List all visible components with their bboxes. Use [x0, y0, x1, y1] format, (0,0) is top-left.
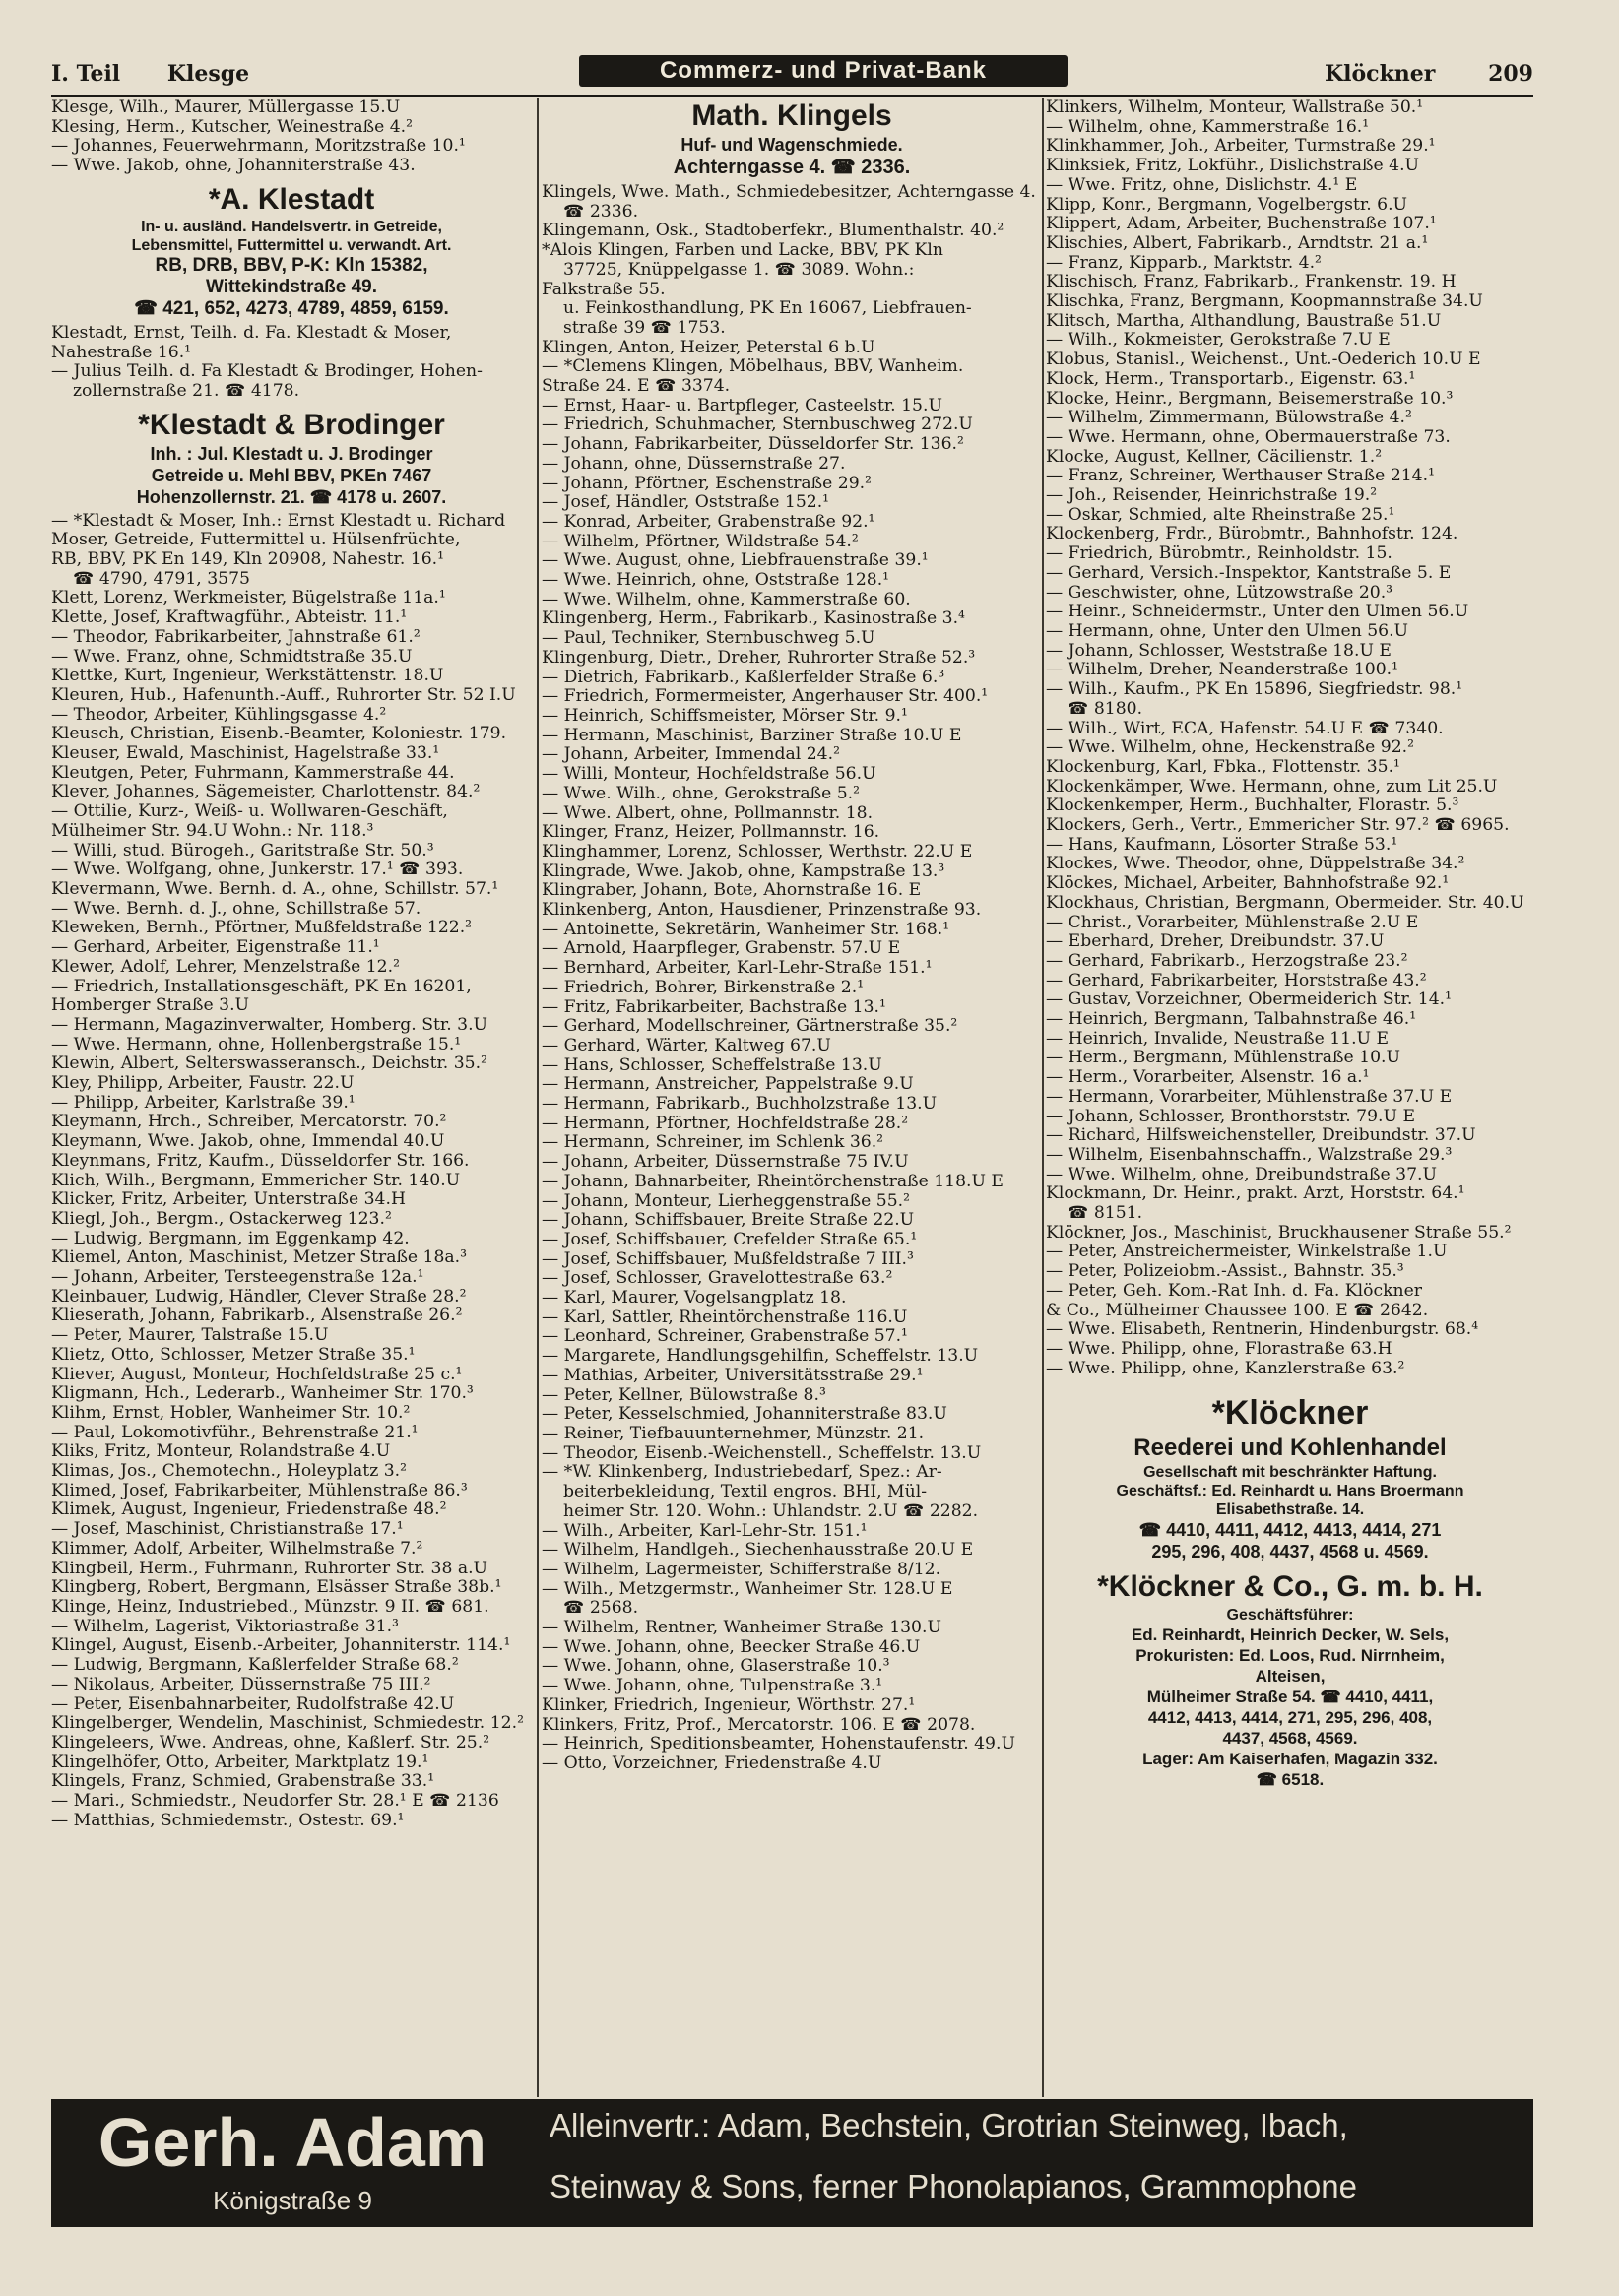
directory-entry: Klockenkemper, Herm., Buchhalter, Florastr. 5.³	[1046, 797, 1459, 816]
column-2	[542, 98, 1042, 2097]
directory-entry: — Wilhelm, Rentner, Wanheimer Straße 130.U	[542, 1619, 941, 1638]
directory-entry: — Willi, Monteur, Hochfeldstraße 56.U	[542, 765, 876, 785]
directory-entry: — Wwe. Wilhelm, ohne, Heckenstraße 92.²	[1046, 738, 1415, 758]
directory-entry: — Herm., Vorarbeiter, Alsenstr. 16 a.¹	[1046, 1068, 1370, 1088]
advert-line: Inh. : Jul. Klestadt u. J. Brodinger	[150, 443, 433, 464]
directory-entry: — Gerhard, Fabrikarb., Herzogstraße 23.²	[1046, 951, 1408, 971]
directory-entry: Klischka, Franz, Bergmann, Koopmannstraße 34.U	[1046, 292, 1483, 312]
part-label: I. Teil	[51, 61, 121, 87]
directory-entry: — Johann, Schiffsbauer, Breite Straße 22.U	[542, 1211, 915, 1231]
directory-entry: — *W. Klinkenberg, Industriebedarf, Spez.: Ar-	[542, 1463, 942, 1483]
column-1	[51, 98, 532, 2097]
directory-entry: Klingbeil, Herm., Fuhrmann, Ruhrorter Str. 38 a.U	[51, 1559, 488, 1578]
directory-entry: straße 39 ☎ 1753.	[563, 318, 726, 338]
advert-name: *Klöckner & Co., G. m. b. H.	[1097, 1570, 1483, 1604]
directory-entry: Moser, Getreide, Futtermittel u. Hülsenfrüchte,	[51, 531, 461, 550]
directory-entry: — Wwe. Elisabeth, Rentnerin, Hindenburgstr. 68.⁴	[1046, 1320, 1479, 1340]
directory-entry: — Hermann, Anstreicher, Pappelstraße 9.U	[542, 1075, 914, 1095]
directory-entry: — Peter, Eisenbahnarbeiter, Rudolfstraße 42.U	[51, 1694, 455, 1714]
directory-entry: RB, BBV, PK En 149, Kln 20908, Nahestr. 16.¹	[51, 550, 444, 570]
footer-street: Königstraße 9	[213, 2186, 372, 2215]
directory-entry: Klinger, Franz, Heizer, Pollmannstr. 16.	[542, 823, 880, 843]
advert-line: 295, 296, 408, 4437, 4568 u. 4569.	[1151, 1542, 1429, 1563]
directory-entry: Klingenberg, Herm., Fabrikarb., Kasinostraße 3.⁴	[542, 609, 965, 629]
advert-line: Wittekindstraße 49.	[205, 276, 378, 297]
footer-advert	[51, 2099, 1533, 2227]
directory-entry: — Hans, Kaufmann, Lösorter Straße 53.¹	[1046, 835, 1398, 855]
page-header	[51, 55, 1533, 97]
directory-entry: — Friedrich, Bürobmtr., Reinholdstr. 15.	[1046, 544, 1392, 564]
directory-entry: — Arnold, Haarpfleger, Grabenstr. 57.U E	[542, 939, 901, 959]
column-divider	[1042, 98, 1044, 2097]
advert-line: Huf- und Wagenschmiede.	[680, 135, 903, 155]
directory-entry: Klockhaus, Christian, Bergmann, Obermeider. Str. 40.U	[1046, 893, 1524, 913]
directory-entry: — Heinrich, Speditionsbeamter, Hohenstaufenstr. 49.U	[542, 1735, 1015, 1754]
directory-entry: Klöckes, Michael, Arbeiter, Bahnhofstraße 92.¹	[1046, 874, 1450, 894]
directory-entry: Klinge, Heinz, Industriebed., Münzstr. 9 II. ☎ 681.	[51, 1598, 489, 1617]
directory-entry: — Johann, Arbeiter, Düssernstraße 75 IV.U	[542, 1153, 909, 1173]
directory-entry: — Karl, Maurer, Vogelsangplatz 18.	[542, 1289, 847, 1308]
directory-entry: Kliever, August, Monteur, Hochfeldstraße 25 c.¹	[51, 1365, 463, 1384]
directory-entry: — Johann, Schlosser, Weststraße 18.U E	[1046, 641, 1392, 661]
directory-entry: — Johann, Arbeiter, Immendal 24.²	[542, 745, 840, 765]
directory-entry: — Ludwig, Bergmann, im Eggenkamp 42.	[51, 1229, 410, 1248]
directory-entry: Klewin, Albert, Selterswasseransch., Deichstr. 35.²	[51, 1054, 487, 1074]
directory-entry: Klich, Wilh., Bergmann, Emmericher Str. 140.U	[51, 1171, 461, 1190]
directory-entry: — Joh., Reisender, Heinrichstraße 19.²	[1046, 486, 1378, 506]
advert-line: Gesellschaft mit beschränkter Haftung.	[1143, 1464, 1437, 1482]
directory-entry: ☎ 2568.	[563, 1599, 639, 1619]
advert-line: RB, DRB, BBV, P-K: Kln 15382,	[155, 254, 428, 276]
directory-entry: — Wilhelm, Pförtner, Wildstraße 54.²	[542, 532, 859, 551]
entry-list	[51, 98, 532, 176]
directory-entry: — Dietrich, Fabrikarb., Kaßlerfelder Straße 6.³	[542, 668, 945, 687]
directory-entry: — Fritz, Fabrikarbeiter, Bachstraße 13.¹	[542, 997, 886, 1017]
directory-entry: — Wilhelm, Lagerist, Viktoriastraße 31.³	[51, 1617, 399, 1636]
directory-entry: Klinkenberg, Anton, Hausdiener, Prinzenstraße 93.	[542, 901, 982, 921]
directory-entry: — Wilhelm, Handlgeh., Siechenhausstraße 20.U E	[542, 1541, 974, 1561]
advert-klestadt	[51, 182, 532, 320]
directory-entry: — Herm., Bergmann, Mühlenstraße 10.U	[1046, 1049, 1400, 1068]
directory-entry: — Friedrich, Bohrer, Birkenstraße 2.¹	[542, 978, 865, 997]
directory-entry: — Wilhelm, Dreher, Neanderstraße 100.¹	[1046, 661, 1399, 680]
directory-entry: Klimek, August, Ingenieur, Friedenstraße 48.²	[51, 1500, 447, 1520]
directory-entry: — Antoinette, Sekretärin, Wanheimer Str. 168.¹	[542, 920, 950, 939]
directory-entry: Klock, Herm., Transportarb., Eigenstr. 63.¹	[1046, 369, 1416, 389]
advert-line: ☎ 4410, 4411, 4412, 4413, 4414, 271	[1138, 1520, 1442, 1541]
advert-math-klingels	[542, 98, 1042, 179]
directory-entry: ☎ 8180.	[1068, 699, 1143, 719]
advert-line: ☎ 6518.	[1256, 1770, 1325, 1790]
entry-list	[542, 183, 1042, 1774]
directory-entry: ☎ 8151.	[1068, 1204, 1143, 1224]
directory-entry: — Johann, Schlosser, Bronthorststr. 79.U E	[1046, 1107, 1415, 1126]
advert-line: Getreide u. Mehl BBV, PKEn 7467	[151, 465, 432, 485]
entry-list	[51, 512, 532, 1831]
directory-entry: — Wwe. Bernh. d. J., ohne, Schillstraße 57.	[51, 899, 421, 919]
directory-entry: — Wwe. Fritz, ohne, Dislichstr. 4.¹ E	[1046, 175, 1358, 195]
advert-line: In- u. ausländ. Handelsvertr. in Getreide,	[141, 218, 442, 235]
directory-entry: Klestadt, Ernst, Teilh. d. Fa. Klestadt & Moser,	[51, 323, 452, 343]
directory-entry: — Geschwister, ohne, Lützowstraße 20.³	[1046, 583, 1393, 603]
directory-entry: Klinkers, Wilhelm, Monteur, Wallstraße 50.¹	[1046, 98, 1424, 117]
directory-entry: — *Clemens Klingen, Möbelhaus, BBV, Wanheim.	[542, 357, 964, 377]
directory-entry: Falkstraße 55.	[542, 280, 666, 299]
directory-entry: Kleweken, Bernh., Pförtner, Mußfeldstraße 122.²	[51, 919, 473, 938]
directory-entry: Klockmann, Dr. Heinr., prakt. Arzt, Horststr. 64.¹	[1046, 1184, 1465, 1204]
directory-entry: Klockes, Wwe. Theodor, ohne, Düppelstraße 34.²	[1046, 855, 1465, 874]
footer-brand	[51, 2099, 534, 2227]
entry-list	[1046, 98, 1534, 1378]
advert-name: Math. Klingels	[691, 99, 892, 132]
advert-line: Lager: Am Kaiserhafen, Magazin 332.	[1142, 1750, 1438, 1769]
directory-entry: — Johann, Arbeiter, Tersteegenstraße 12a.¹	[51, 1268, 424, 1288]
advert-kloeckner-co	[1046, 1568, 1534, 1790]
first-entry-word: Klesge	[166, 61, 250, 87]
directory-entry: — Johannes, Feuerwehrmann, Moritzstraße 10.¹	[51, 137, 466, 157]
directory-entry: Nahestraße 16.¹	[51, 343, 192, 362]
directory-entry: — Heinrich, Bergmann, Talbahnstraße 46.¹	[1046, 1010, 1417, 1030]
directory-entry: Klimed, Josef, Fabrikarbeiter, Mühlenstraße 86.³	[51, 1481, 468, 1500]
directory-entry: — Gerhard, Versich.-Inspektor, Kantstraße 5. E	[1046, 563, 1452, 583]
directory-entry: Klingen, Anton, Heizer, Peterstal 6 b.U	[542, 338, 875, 357]
directory-entry: — Wwe. Wolfgang, ohne, Junkerstr. 17.¹ ☎ 393.	[51, 861, 464, 880]
directory-entry: — Ernst, Haar- u. Bartpfleger, Casteelstr. 15.U	[542, 396, 942, 415]
directory-entry: — Mathias, Arbeiter, Universitätsstraße 29.¹	[542, 1366, 924, 1385]
directory-entry: — Heinrich, Schiffsmeister, Mörser Str. 9.¹	[542, 706, 908, 726]
directory-entry: Klieserath, Johann, Fabrikarb., Alsenstraße 26.²	[51, 1307, 463, 1326]
directory-entry: — Wilhelm, ohne, Kammerstraße 16.¹	[1046, 117, 1370, 137]
directory-entry: Klippert, Adam, Arbeiter, Buchenstraße 107.¹	[1046, 215, 1437, 234]
directory-entry: 37725, Knüppelgasse 1. ☎ 3089. Wohn.:	[563, 260, 915, 280]
entry-list	[51, 324, 532, 402]
directory-entry: — Heinr., Schneidermstr., Unter den Ulmen 56.U	[1046, 603, 1469, 622]
directory-entry: — Hermann, Vorarbeiter, Mühlenstraße 37.U E	[1046, 1087, 1453, 1107]
directory-entry: — Peter, Polizeiobm.-Assist., Bahnstr. 35.³	[1046, 1262, 1404, 1282]
directory-entry: Klipp, Konr., Bergmann, Vogelbergstr. 6.U	[1046, 195, 1408, 215]
footer-company-name: Gerh. Adam	[97, 2104, 487, 2181]
directory-entry: — Josef, Maschinist, Christianstraße 17.¹	[51, 1520, 404, 1540]
directory-entry: — Reiner, Tiefbauunternehmer, Münzstr. 21.	[542, 1425, 925, 1443]
directory-entry: — Oskar, Schmied, alte Rheinstraße 25.¹	[1046, 505, 1395, 525]
directory-entry: — Josef, Schiffsbauer, Mußfeldstraße 7 III.³	[542, 1249, 914, 1269]
directory-entry: Kliks, Fritz, Monteur, Rolandstraße 4.U	[51, 1442, 391, 1462]
directory-entry: Klockers, Gerh., Vertr., Emmericher Str. 97.² ☎ 6965.	[1046, 816, 1510, 836]
directory-entry: — Mari., Schmiedstr., Neudorfer Str. 28.¹ E ☎ 2136	[51, 1792, 499, 1812]
directory-entry: — Wwe. Hermann, ohne, Hollenbergstraße 15.¹	[51, 1035, 462, 1054]
directory-entry: ☎ 2336.	[563, 202, 639, 222]
directory-entry: — Wwe. August, ohne, Liebfrauenstraße 39.¹	[542, 551, 929, 571]
directory-entry: — Josef, Schlosser, Gravelottestraße 63.²	[542, 1269, 893, 1289]
directory-entry: — Johann, Bahnarbeiter, Rheintörchenstraße 118.U E	[542, 1172, 1004, 1191]
directory-entry: — Friedrich, Schuhmacher, Sternbuschweg 272.U	[542, 415, 973, 435]
last-entry-word: Klöckner	[1325, 61, 1436, 87]
directory-entry: — Johann, Fabrikarbeiter, Düsseldorfer Str. 136.²	[542, 435, 964, 455]
directory-entry: — Theodor, Fabrikarbeiter, Jahnstraße 61.²	[51, 627, 421, 647]
directory-entry: — Wilh., Kaufm., PK En 15896, Siegfriedstr. 98.¹	[1046, 680, 1463, 700]
directory-entry: — Richard, Hilfsweichensteller, Dreibundstr. 37.U	[1046, 1126, 1476, 1146]
directory-entry: Kleinbauer, Ludwig, Händler, Clever Straße 28.²	[51, 1287, 467, 1307]
directory-entry: Kliemel, Anton, Maschinist, Metzer Straße 18a.³	[51, 1248, 468, 1268]
directory-entry: Klette, Josef, Kraftwagführ., Abteistr. 11.¹	[51, 608, 408, 628]
directory-entry: Klevermann, Wwe. Bernh. d. A., ohne, Schillstr. 57.¹	[51, 879, 499, 899]
directory-entry: Klocke, Heinr., Bergmann, Beisemerstraße 10.³	[1046, 389, 1454, 409]
directory-entry: Klinker, Friedrich, Ingenieur, Wörthstr. 27.¹	[542, 1695, 916, 1715]
footer-line: Alleinvertr.: Adam, Bechstein, Grotrian Steinweg, Ibach,	[550, 2107, 1348, 2143]
directory-entry: — Wilhelm, Eisenbahnschaffn., Walzstraße 29.³	[1046, 1145, 1453, 1165]
directory-entry: — Johann, ohne, Düssernstraße 27.	[542, 454, 846, 474]
advert-line: Alteisen,	[1255, 1667, 1326, 1687]
directory-entry: — Johann, Monteur, Lierheggenstraße 55.²	[542, 1191, 911, 1211]
directory-entry: Klockenberg, Frdr., Bürobmtr., Bahnhofstr. 124.	[1046, 525, 1458, 544]
directory-entry: — Heinrich, Invalide, Neustraße 11.U E	[1046, 1029, 1390, 1049]
advert-name: *A. Klestadt	[208, 182, 375, 216]
directory-entry: Klockenburg, Karl, Fbka., Flottenstr. 35.¹	[1046, 757, 1400, 777]
directory-entry: — Peter, Kellner, Bülowstraße 8.³	[542, 1385, 826, 1405]
advert-line: Geschäftsf.: Ed. Reinhardt u. Hans Broermann	[1116, 1483, 1464, 1500]
directory-entry: *Alois Klingen, Farben und Lacke, BBV, PK Kln	[542, 241, 943, 261]
directory-entry: — Paul, Techniker, Sternbuschweg 5.U	[542, 629, 875, 649]
directory-entry: — Wwe. Johann, ohne, Tulpenstraße 3.¹	[542, 1677, 883, 1696]
directory-entry: — Franz, Kipparb., Marktstr. 4.²	[1046, 253, 1322, 273]
directory-entry: Klitsch, Martha, Althandlung, Baustraße 51.U	[1046, 311, 1442, 331]
directory-entry: — Wilh., Kokmeister, Gerokstraße 7.U E	[1046, 331, 1391, 351]
directory-entry: — Wwe. Wilhelm, ohne, Kammerstraße 60.	[542, 590, 911, 609]
directory-entry: Kleynmans, Fritz, Kaufm., Düsseldorfer Str. 166.	[51, 1151, 470, 1171]
advert-line: Reederei und Kohlenhandel	[1133, 1435, 1447, 1462]
directory-entry: — Konrad, Arbeiter, Grabenstraße 92.¹	[542, 512, 875, 532]
footer-line: Steinway & Sons, ferner Phonolapianos, Grammophone	[550, 2168, 1357, 2204]
directory-entry: Kley, Philipp, Arbeiter, Faustr. 22.U	[51, 1074, 355, 1094]
directory-entry: Klinkers, Fritz, Prof., Mercatorstr. 106. E ☎ 2078.	[542, 1715, 976, 1735]
directory-entry: heimer Str. 120. Wohn.: Uhlandstr. 2.U ☎ 2282.	[563, 1501, 979, 1521]
directory-entry: Klingraber, Johann, Bote, Ahornstraße 16. E	[542, 881, 922, 901]
column-divider	[537, 98, 539, 2097]
directory-entry: Mülheimer Str. 94.U Wohn.: Nr. 118.³	[51, 821, 374, 841]
directory-entry: — Theodor, Arbeiter, Kühlingsgasse 4.²	[51, 705, 387, 725]
header-left	[51, 61, 289, 87]
directory-entry: — Josef, Schiffsbauer, Crefelder Straße 65.¹	[542, 1230, 918, 1249]
directory-entry: — Matthias, Schmiedemstr., Ostestr. 69.¹	[51, 1811, 405, 1830]
directory-entry: Klewer, Adolf, Lehrer, Menzelstraße 12.²	[51, 957, 400, 977]
advert-line: ☎ 421, 652, 4273, 4789, 4859, 6159.	[134, 297, 449, 319]
directory-entry: Kleymann, Wwe. Jakob, ohne, Immendal 40.U	[51, 1132, 445, 1152]
directory-entry: — Josef, Händler, Oststraße 152.¹	[542, 493, 830, 513]
directory-entry: Klocke, August, Kellner, Cäcilienstr. 1.²	[1046, 447, 1383, 467]
directory-entry: Klingeleers, Wwe. Andreas, ohne, Kaßlerf. Str. 25.²	[51, 1733, 490, 1753]
directory-entry: Klingels, Wwe. Math., Schmiedebesitzer, Achterngasse 4.	[542, 183, 1036, 202]
bank-banner: Commerz- und Privat-Bank	[579, 55, 1068, 87]
directory-entry: — Wwe. Albert, ohne, Pollmannstr. 18.	[542, 803, 874, 823]
advert-line: Lebensmittel, Futtermittel u. verwandt. Art.	[131, 236, 452, 254]
directory-entry: — Wwe. Johann, ohne, Glaserstraße 10.³	[542, 1657, 890, 1677]
directory-entry: — Ottilie, Kurz-, Weiß- u. Wollwaren-Geschäft,	[51, 802, 448, 822]
directory-entry: Klockenkämper, Wwe. Hermann, ohne, zum Lit 25.U	[1046, 777, 1498, 797]
advert-line: Hohenzollernstr. 21. ☎ 4178 u. 2607.	[136, 486, 447, 507]
directory-entry: Klinkhammer, Joh., Arbeiter, Turmstraße 29.¹	[1046, 137, 1436, 157]
directory-entry: — Wwe. Wilhelm, ohne, Dreibundstraße 37.U	[1046, 1165, 1437, 1184]
directory-entry: Klimas, Jos., Chemotechn., Holeyplatz 3.²	[51, 1462, 408, 1482]
advert-line: Prokuristen: Ed. Loos, Rud. Nirrnheim,	[1135, 1646, 1445, 1666]
directory-entry: Kleuren, Hub., Hafenunth.-Auff., Ruhrorter Str. 52 I.U	[51, 685, 516, 705]
directory-entry: — Friedrich, Formermeister, Angerhauser Str. 400.¹	[542, 687, 989, 707]
column-3	[1046, 98, 1534, 2097]
directory-entry: beiterbekleidung, Textil engros. BHI, Mül-	[563, 1483, 928, 1502]
directory-entry: Kligmann, Hch., Lederarb., Wanheimer Str. 170.³	[51, 1384, 474, 1404]
directory-entry: Klöckner, Jos., Maschinist, Bruckhausener Straße 55.²	[1046, 1223, 1512, 1243]
directory-entry: Klingemann, Osk., Stadtoberfekr., Blumenthalstr. 40.²	[542, 222, 1004, 241]
directory-entry: Klimmer, Adolf, Arbeiter, Wilhelmstraße 7.²	[51, 1539, 423, 1559]
directory-entry: Klingels, Franz, Schmied, Grabenstraße 33.¹	[51, 1772, 435, 1792]
directory-entry: Klettke, Kurt, Ingenieur, Werkstättenstr. 18.U	[51, 667, 444, 686]
directory-entry: — Wwe. Jakob, ohne, Johanniterstraße 43.	[51, 157, 416, 176]
directory-entry: Klever, Johannes, Sägemeister, Charlottenstr. 84.²	[51, 783, 481, 802]
advert-line: 4412, 4413, 4414, 271, 295, 296, 408,	[1147, 1708, 1433, 1728]
directory-entry: — Hermann, Schreiner, im Schlenk 36.²	[542, 1133, 884, 1153]
directory-entry: Klischisch, Franz, Fabrikarb., Frankenstr. 19. H	[1046, 273, 1457, 292]
directory-entry: Kliegl, Joh., Bergm., Ostackerweg 123.²	[51, 1209, 392, 1229]
directory-entry: — Julius Teilh. d. Fa Klestadt & Brodinger, Hohen-	[51, 362, 483, 382]
directory-entry: ☎ 4790, 4791, 3575	[73, 569, 250, 589]
directory-entry: — Otto, Vorzeichner, Friedenstraße 4.U	[542, 1754, 882, 1773]
directory-entry: Klesge, Wilh., Maurer, Müllergasse 15.U	[51, 98, 401, 117]
directory-entry: Klinghammer, Lorenz, Schlosser, Werthstr. 22.U E	[542, 842, 973, 861]
directory-entry: — Gustav, Vorzeichner, Obermeiderich Str. 14.¹	[1046, 990, 1452, 1010]
directory-entry: — Leonhard, Schreiner, Grabenstraße 57.¹	[542, 1327, 908, 1347]
directory-entry: — Hermann, Magazinverwalter, Homberg. Str. 3.U	[51, 1015, 488, 1035]
directory-entry: — Gerhard, Modellschreiner, Gärtnerstraße 35.²	[542, 1017, 958, 1037]
advert-name: *Klestadt & Brodinger	[138, 408, 445, 441]
directory-entry: — Wwe. Heinrich, ohne, Oststraße 128.¹	[542, 571, 890, 591]
footer-brands	[540, 2099, 1533, 2227]
directory-entry: — Gerhard, Arbeiter, Eigenstraße 11.¹	[51, 938, 380, 958]
advert-line: Geschäftsführer:	[1226, 1607, 1354, 1625]
directory-entry: Kleutgen, Peter, Fuhrmann, Kammerstraße 44.	[51, 763, 455, 783]
directory-entry: Klingelhöfer, Otto, Arbeiter, Marktplatz 19.¹	[51, 1753, 429, 1772]
advert-line: Achterngasse 4. ☎ 2336.	[673, 157, 911, 178]
directory-entry: Kleymann, Hrch., Schreiber, Mercatorstr. 70.²	[51, 1113, 447, 1132]
directory-entry: — Franz, Schreiner, Werthauser Straße 214.¹	[1046, 467, 1435, 486]
advert-kloeckner-reederei	[1046, 1392, 1534, 1563]
directory-entry: — Wwe. Philipp, ohne, Florastraße 63.H	[1046, 1340, 1392, 1359]
directory-entry: — Hermann, Maschinist, Barziner Straße 10.U E	[542, 726, 962, 745]
advert-line: Ed. Reinhardt, Heinrich Decker, W. Sels,	[1131, 1626, 1450, 1645]
directory-entry: — Wwe. Franz, ohne, Schmidtstraße 35.U	[51, 647, 413, 667]
header-right	[1279, 61, 1533, 87]
directory-entry: — Wilhelm, Zimmermann, Bülowstraße 4.²	[1046, 409, 1412, 428]
directory-entry: Klingenburg, Dietr., Dreher, Ruhrorter Straße 52.³	[542, 648, 976, 668]
directory-entry: Klihm, Ernst, Hobler, Wanheimer Str. 10.²	[51, 1403, 411, 1423]
directory-entry: — Gerhard, Fabrikarbeiter, Horststraße 43.²	[1046, 971, 1427, 990]
directory-entry: — Eberhard, Dreher, Dreibundstr. 37.U	[1046, 932, 1385, 952]
directory-entry: — Bernhard, Arbeiter, Karl-Lehr-Straße 151.¹	[542, 959, 933, 979]
directory-entry: — Peter, Geh. Kom.-Rat Inh. d. Fa. Klöckner	[1046, 1281, 1422, 1301]
directory-entry: u. Feinkosthandlung, PK En 16067, Liebfrauen-	[563, 299, 972, 319]
directory-entry: — Wilh., Wirt, ECA, Hafenstr. 54.U E ☎ 7340.	[1046, 719, 1444, 738]
directory-entry: — Gerhard, Wärter, Kaltweg 67.U	[542, 1036, 831, 1055]
directory-entry: Klobus, Stanisl., Weichenst., Unt.-Oederich 10.U E	[1046, 351, 1481, 370]
directory-entry: — Ludwig, Bergmann, Kaßlerfelder Straße 68.²	[51, 1656, 459, 1676]
directory-entry: — Philipp, Arbeiter, Karlstraße 39.¹	[51, 1093, 356, 1113]
directory-entry: — Hermann, ohne, Unter den Ulmen 56.U	[1046, 621, 1409, 641]
directory-entry: Klingrade, Wwe. Jakob, ohne, Kampstraße 13.³	[542, 861, 945, 881]
directory-entry: — Hermann, Pförtner, Hochfeldstraße 28.²	[542, 1114, 909, 1133]
directory-entry: Kleusch, Christian, Eisenb.-Beamter, Koloniestr. 179.	[51, 725, 507, 744]
directory-entry: zollernstraße 21. ☎ 4178.	[73, 381, 300, 401]
directory-entry: Homberger Straße 3.U	[51, 996, 250, 1016]
directory-entry: — Wilh., Metzgermstr., Wanheimer Str. 128.U E	[542, 1579, 953, 1599]
directory-entry: Klett, Lorenz, Werkmeister, Bügelstraße 11a.¹	[51, 589, 446, 608]
directory-entry: — *Klestadt & Moser, Inh.: Ernst Klestadt u. Richard	[51, 511, 506, 531]
directory-entry: & Co., Mülheimer Chaussee 100. E ☎ 2642.	[1046, 1301, 1429, 1320]
directory-entry: — Willi, stud. Bürogeh., Garitstraße Str. 50.³	[51, 841, 434, 861]
directory-entry: — Christ., Vorarbeiter, Mühlenstraße 2.U E	[1046, 913, 1419, 932]
directory-entry: — Peter, Maurer, Talstraße 15.U	[51, 1326, 329, 1346]
directory-entry: — Wwe. Hermann, ohne, Obermauerstraße 73.	[1046, 427, 1451, 447]
directory-entry: — Hans, Schlosser, Scheffelstraße 13.U	[542, 1055, 882, 1075]
directory-entry: — Wwe. Philipp, ohne, Kanzlerstraße 63.²	[1046, 1359, 1405, 1378]
advert-klestadt-brodinger	[51, 408, 532, 508]
directory-entry: Klietz, Otto, Schlosser, Metzer Straße 35.¹	[51, 1345, 416, 1365]
directory-entry: Kleuser, Ewald, Maschinist, Hagelstraße 33.¹	[51, 744, 440, 764]
directory-entry: Klicker, Fritz, Arbeiter, Unterstraße 34.H	[51, 1190, 406, 1210]
directory-entry: Klingelberger, Wendelin, Maschinist, Schmiedestr. 12.²	[51, 1714, 524, 1734]
directory-entry: — Hermann, Fabrikarb., Buchholzstraße 13.U	[542, 1095, 938, 1115]
directory-entry: Klingel, August, Eisenb.-Arbeiter, Johanniterstr. 114.¹	[51, 1636, 511, 1656]
directory-entry: Straße 24. E ☎ 3374.	[542, 377, 731, 397]
directory-entry: Klischies, Albert, Fabrikarb., Arndtstr. 21 a.¹	[1046, 233, 1429, 253]
advert-line: Mülheimer Straße 54. ☎ 4410, 4411,	[1146, 1688, 1434, 1707]
advert-line: Elisabethstraße. 14.	[1215, 1501, 1365, 1519]
directory-entry: — Nikolaus, Arbeiter, Düssernstraße 75 III.²	[51, 1675, 431, 1694]
directory-entry: — Paul, Lokomotivführ., Behrenstraße 21.¹	[51, 1423, 419, 1442]
directory-entry: Klinksiek, Fritz, Lokführ., Dislichstraße 4.U	[1046, 157, 1420, 176]
directory-entry: — Wilhelm, Lagermeister, Schifferstraße 8/12.	[542, 1560, 941, 1579]
directory-entry: Klingberg, Robert, Bergmann, Elsässer Straße 38b.¹	[51, 1578, 502, 1598]
advert-name: *Klöckner	[1211, 1394, 1369, 1433]
directory-entry: — Johann, Pförtner, Eschenstraße 29.²	[542, 474, 872, 493]
directory-entry: — Wwe. Johann, ohne, Beecker Straße 46.U	[542, 1637, 921, 1657]
advert-line: 4437, 4568, 4569.	[1222, 1729, 1358, 1749]
page-number: 209	[1488, 61, 1533, 87]
directory-entry: — Karl, Sattler, Rheintörchenstraße 116.U	[542, 1307, 908, 1327]
directory-entry: — Wilh., Arbeiter, Karl-Lehr-Str. 151.¹	[542, 1521, 868, 1541]
directory-entry: — Peter, Kesselschmied, Johanniterstraße 83.U	[542, 1405, 947, 1425]
directory-entry: Klesing, Herm., Kutscher, Weinestraße 4.²	[51, 117, 414, 137]
directory-entry: — Wwe. Wilh., ohne, Gerokstraße 5.²	[542, 784, 861, 803]
directory-entry: — Friedrich, Installationsgeschäft, PK En 16201,	[51, 977, 472, 996]
directory-entry: — Theodor, Eisenb.-Weichenstell., Scheffelstr. 13.U	[542, 1443, 982, 1463]
directory-entry: — Margarete, Handlungsgehilfin, Scheffelstr. 13.U	[542, 1347, 979, 1367]
directory-entry: — Peter, Anstreichermeister, Winkelstraße 1.U	[1046, 1243, 1448, 1262]
